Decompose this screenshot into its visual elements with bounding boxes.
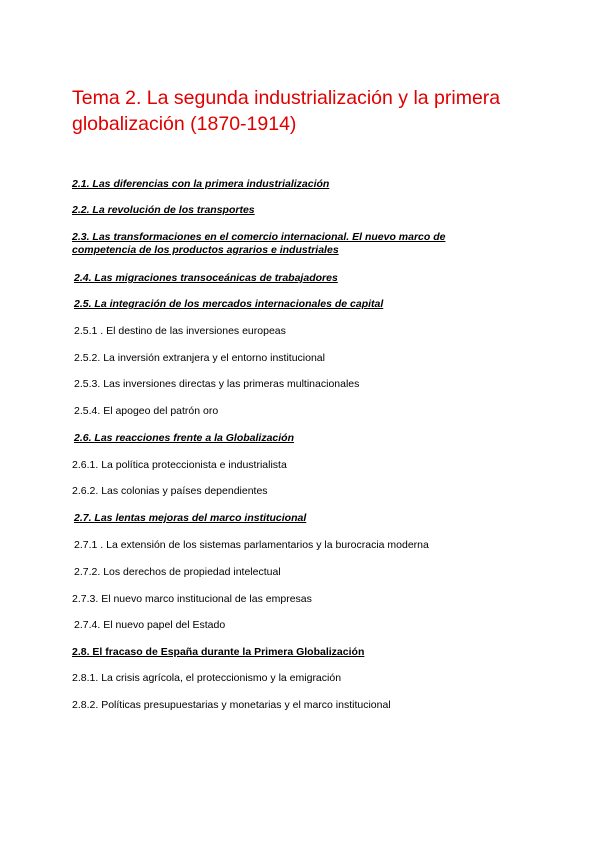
toc-subsection-2-7-1: 2.7.1 . La extensión de los sistemas parlamentarios y la burocracia moderna xyxy=(74,539,429,551)
page-title: Tema 2. La segunda industrialización y la primera globalización (1870-1914) xyxy=(72,87,501,135)
toc-section-2-5: 2.5. La integración de los mercados internacionales de capital xyxy=(74,298,384,310)
toc-subsection-2-7-4: 2.7.4. El nuevo papel del Estado xyxy=(74,619,226,631)
toc-section-2-6: 2.6. Las reacciones frente a la Globalización xyxy=(74,432,295,444)
toc-subsection-2-6-1: 2.6.1. La política proteccionista e industrialista xyxy=(72,459,287,471)
toc-section-2-7: 2.7. Las lentas mejoras del marco institucional xyxy=(74,512,307,524)
toc-subsection-2-7-3: 2.7.3. El nuevo marco institucional de las empresas xyxy=(72,593,312,605)
toc-subsection-2-8-1: 2.8.1. La crisis agrícola, el proteccionismo y la emigración xyxy=(72,672,342,684)
toc-subsection-2-8-2: 2.8.2. Políticas presupuestarias y monetarias y el marco institucional xyxy=(72,699,391,711)
toc-subsection-2-5-2: 2.5.2. La inversión extranjera y el entorno institucional xyxy=(74,352,325,364)
toc-subsection-2-5-1: 2.5.1 . El destino de las inversiones europeas xyxy=(74,325,286,337)
toc-section-2-3: 2.3. Las transformaciones en el comercio internacional. El nuevo marco de competencia de los productos agrarios e industriales xyxy=(72,231,446,256)
toc-subsection-2-6-2: 2.6.2. Las colonias y países dependientes xyxy=(72,485,268,497)
toc-subsection-2-5-3: 2.5.3. Las inversiones directas y las primeras multinacionales xyxy=(74,378,360,390)
toc-section-2-8: 2.8. El fracaso de España durante la Primera Globalización xyxy=(72,646,365,658)
toc-subsection-2-5-4: 2.5.4. El apogeo del patrón oro xyxy=(74,405,219,417)
toc-section-2-4: 2.4. Las migraciones transoceánicas de trabajadores xyxy=(74,272,338,284)
toc-subsection-2-7-2: 2.7.2. Los derechos de propiedad intelectual xyxy=(74,566,281,578)
toc-section-2-1: 2.1. Las diferencias con la primera industrialización xyxy=(72,178,330,190)
toc-section-2-2: 2.2. La revolución de los transportes xyxy=(72,204,255,216)
